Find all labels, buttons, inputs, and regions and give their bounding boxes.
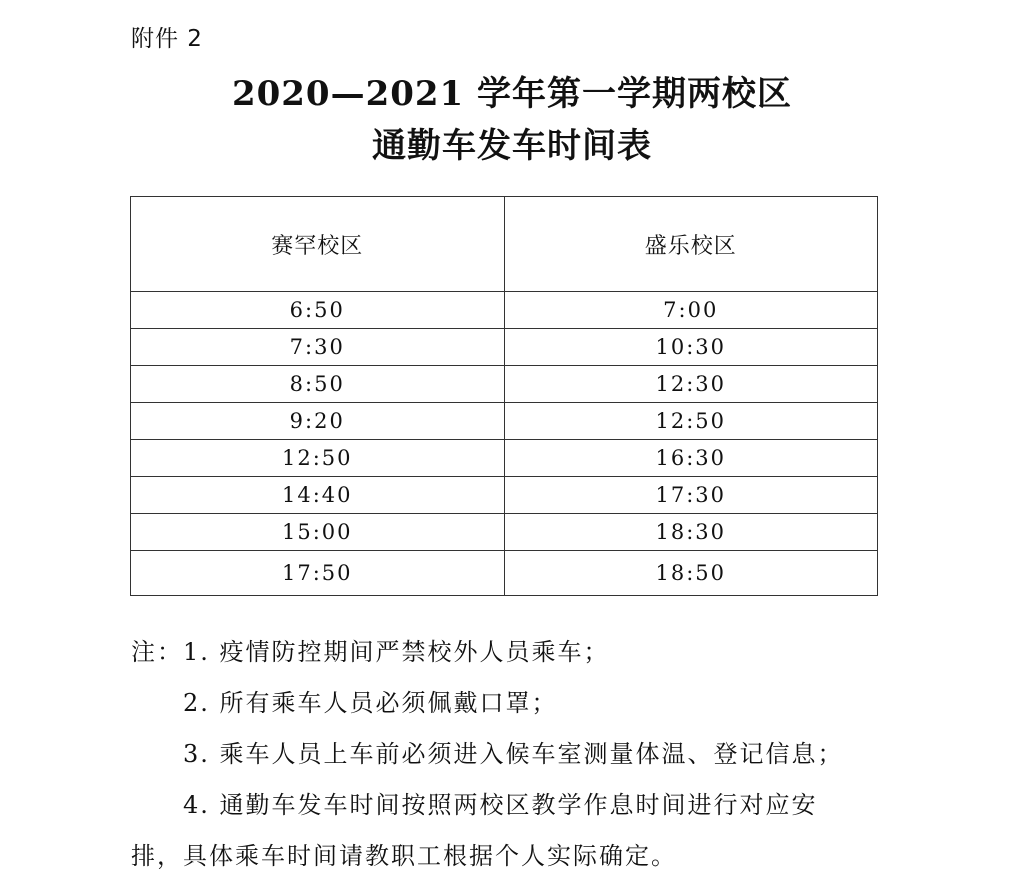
note-item-4 bbox=[131, 783, 891, 834]
note-text: 2. 所有乘车人员必须佩戴口罩； bbox=[183, 689, 558, 717]
note-item-2 bbox=[131, 681, 891, 732]
table-row bbox=[131, 403, 878, 440]
table-cell: 14:40 bbox=[131, 477, 505, 514]
note-text: 排，具体乘车时间请教职工根据个人实际确定。 bbox=[131, 842, 677, 870]
table-cell: 10:30 bbox=[504, 329, 878, 366]
table-row bbox=[131, 440, 878, 477]
note-text: 4. 通勤车发车时间按照两校区教学作息时间进行对应安 bbox=[183, 791, 818, 819]
table-cell: 6:50 bbox=[131, 292, 505, 329]
table-cell: 9:20 bbox=[131, 403, 505, 440]
note-item-4-continuation bbox=[131, 834, 891, 885]
table-cell: 18:30 bbox=[504, 514, 878, 551]
notes-prefix: 注： bbox=[131, 638, 183, 666]
table-row bbox=[131, 551, 878, 596]
table-cell: 12:50 bbox=[131, 440, 505, 477]
page-title-line2: 通勤车发车时间表 bbox=[372, 126, 652, 166]
note-item-3 bbox=[131, 732, 891, 783]
table-cell: 15:00 bbox=[131, 514, 505, 551]
table-cell: 8:50 bbox=[131, 366, 505, 403]
shuttle-schedule-table bbox=[130, 196, 878, 596]
attachment-label: 附件 2 bbox=[131, 26, 203, 52]
notes-section bbox=[131, 630, 891, 885]
table-cell: 17:50 bbox=[131, 551, 505, 596]
table-cell: 17:30 bbox=[504, 477, 878, 514]
page-title-line1: 2020—2021 学年第一学期两校区 bbox=[231, 74, 793, 114]
column-header-saihan: 赛罕校区 bbox=[131, 197, 505, 292]
table-cell: 12:50 bbox=[504, 403, 878, 440]
table-row bbox=[131, 477, 878, 514]
note-item-1 bbox=[131, 630, 891, 681]
table-cell: 18:50 bbox=[504, 551, 878, 596]
table-row bbox=[131, 514, 878, 551]
table-cell: 16:30 bbox=[504, 440, 878, 477]
table-row bbox=[131, 366, 878, 403]
table-header-row bbox=[131, 197, 878, 292]
column-header-shengle: 盛乐校区 bbox=[504, 197, 878, 292]
table-cell: 12:30 bbox=[504, 366, 878, 403]
note-text: 1. 疫情防控期间严禁校外人员乘车； bbox=[183, 638, 610, 666]
table-row bbox=[131, 292, 878, 329]
table-cell: 7:00 bbox=[504, 292, 878, 329]
note-text: 3. 乘车人员上车前必须进入候车室测量体温、登记信息； bbox=[183, 740, 844, 768]
table-row bbox=[131, 329, 878, 366]
table-cell: 7:30 bbox=[131, 329, 505, 366]
